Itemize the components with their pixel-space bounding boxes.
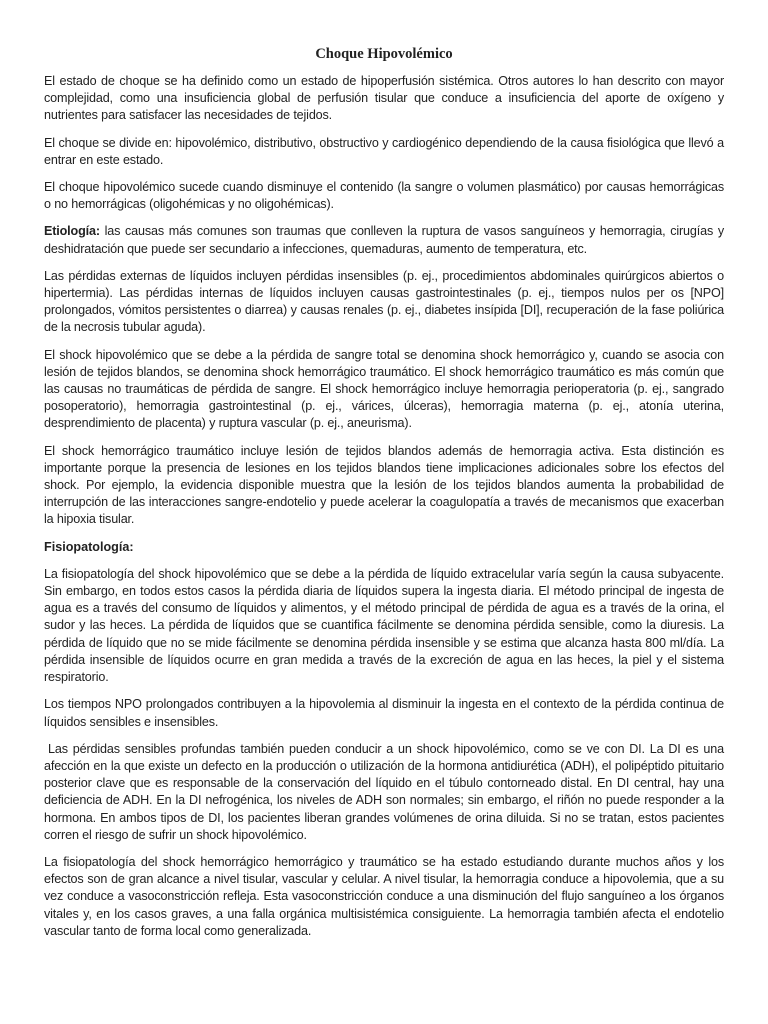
paragraph-classification: El choque se divide en: hipovolémico, distributivo, obstructivo y cardiogénico dependiendo de la causa fisiológica que llevó a entrar en este estado. (44, 135, 724, 167)
paragraph-hemorrhagic-shock: El shock hipovolémico que se debe a la pérdida de sangre total se denomina shock hemorrágico y, cuando se asocia con lesión de tejidos blandos, se denomina shock hemorrágico traumático. El shock hemorrágico traumático es más común que las causas no traumáticas de pérdida de sangre. El shock hemorrágico incluye hemorragia perioperatoria (p. ej., sangrado posoperatorio), hemorragia gastrointestinal (p. ej., várices, úlceras), hemorragia materna (p. ej., atonía uterina, desprendimiento de placenta) y ruptura vascular (p. ej., aneurisma). (44, 347, 724, 431)
paragraph-definition: El estado de choque se ha definido como un estado de hipoperfusión sistémica. Otros autores lo han descrito con mayor complejidad, como una insuficiencia global de perfusión tisular que conduce a insuficiencia del aporte de oxígeno y nutrientes para satisfacer las necesidades de tejidos. (44, 74, 724, 123)
paragraph-hemorrhagic-pathophysiology: La fisiopatología del shock hemorrágico hemorrágico y traumático se ha estado estudiando durante muchos años y los efectos son de gran alcance a nivel tisular, vascular y celular. A nivel tisular, la hemorragia conduce a hipovolemia, que a su vez conduce a vasoconstricción refleja. Esta vasoconstricción conduce a una disminución del flujo sanguíneo a los órganos vitales y, en los casos graves, a una falla orgánica multisistémica consiguiente. La hemorragia también afecta el endotelio vascular tanto de forma local como generalizada. (44, 854, 724, 938)
paragraph-etiology (44, 223, 724, 257)
paragraph-diabetes-insipida: Las pérdidas sensibles profundas también pueden conducir a un shock hipovolémico, como se ve con DI. La DI es una afección en la que existe un defecto en la producción o utilización de la hormona antidiurética (ADH), el polipéptido pituitario posterior clave que es responsable de la conservación del líquido en el túbulo contorneado distal. En DI central, hay una deficiencia de ADH. En la DI nefrogénica, los niveles de ADH son normales; sin embargo, el riñón no puede responder a la hormona. En ambos tipos de DI, los pacientes liberan grandes volúmenes de orina diluida. Si no se tratan, estos pacientes corren el riesgo de sufrir un shock hipovolémico. (44, 741, 724, 842)
etiology-label: Etiología: (44, 224, 100, 239)
paragraph-hypovolemic: El choque hipovolémico sucede cuando disminuye el contenido (la sangre o volumen plasmático) por causas hemorrágicas o no hemorrágicas (oligohémicas y no oligohémicas). (44, 180, 724, 212)
paragraph-pathophysiology: La fisiopatología del shock hipovolémico que se debe a la pérdida de líquido extracelular varía según la causa subyacente. Sin embargo, en todos estos casos la pérdida diaria de líquidos supera la ingesta diaria. El método principal de ingesta de agua es a través del consumo de líquidos y alimentos, y el método principal de pérdida de agua es a través de la orina, el sudor y las heces. La pérdida de líquidos que se cuantifica fácilmente se denomina pérdida sensible, como la diuresis. La pérdida de líquido que no se mide fácilmente se denomina pérdida insensible y se estima que alcanza hasta 800 ml/día. La pérdida insensible de líquidos ocurre en gran medida a través de la excreción de agua en las heces, la piel y el sistema respiratorio. (44, 566, 724, 685)
section-heading-fisiopatologia: Fisiopatología: (44, 539, 134, 554)
etiology-text: las causas más comunes son traumas que conlleven la ruptura de vasos sanguíneos y hemorragia, cirugías y deshidratación que puede ser secundario a infecciones, quemaduras, aumento de temperatura, etc. (44, 224, 724, 256)
paragraph-fluid-losses: Las pérdidas externas de líquidos incluyen pérdidas insensibles (p. ej., procedimientos abdominales quirúrgicos abiertos o hipertermia). Las pérdidas internas de líquidos incluyen causas gastrointestinales (p. ej., tiempos nulos per os [NPO] prolongados, vómitos persistentes o diarrea) y causas renales (p. ej., diabetes insípida [DI], recuperación de la fase poliúrica de la necrosis tubular aguda). (44, 268, 724, 335)
paragraph-traumatic-shock: El shock hemorrágico traumático incluye lesión de tejidos blandos además de hemorragia activa. Esta distinción es importante porque la presencia de lesiones en los tejidos blandos tiene implicaciones adicionales sobre los efectos del shock. Por ejemplo, la evidencia disponible muestra que la lesión de los tejidos blandos aumenta la probabilidad de interrupción de las interacciones sangre-endotelio y puede acelerar la coagulopatía a través de mecanismos que exacerban la hipoxia tisular. (44, 443, 724, 527)
document-title: Choque Hipovolémico (315, 46, 453, 62)
paragraph-npo: Los tiempos NPO prolongados contribuyen a la hipovolemia al disminuir la ingesta en el contexto de la pérdida continua de líquidos sensibles e insensibles. (44, 697, 724, 729)
